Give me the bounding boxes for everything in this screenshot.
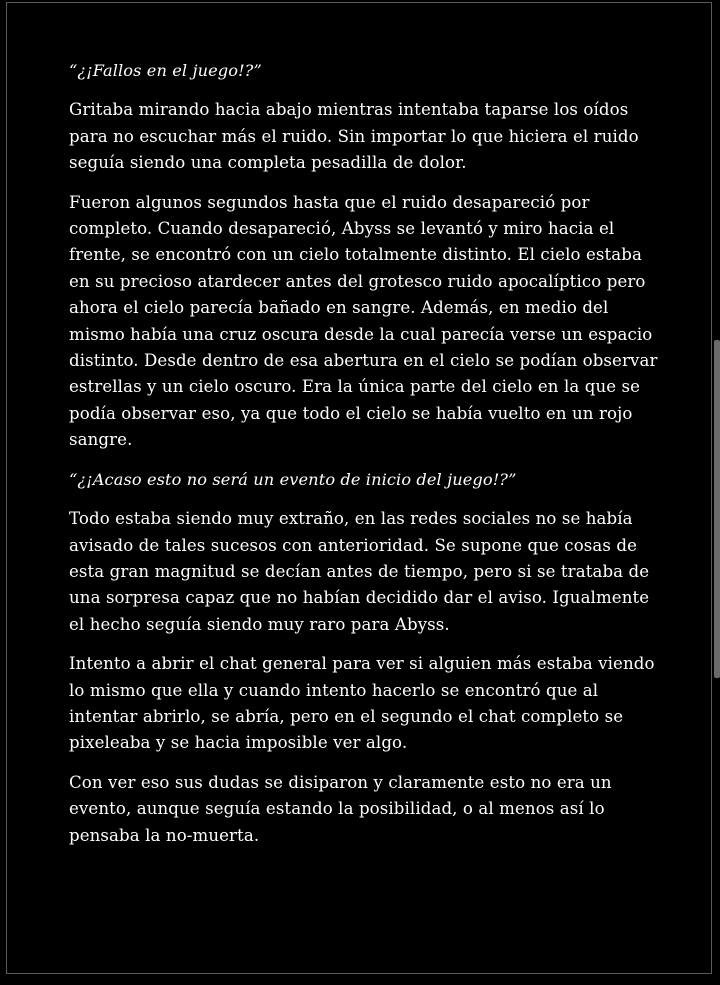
paragraph: Fueron algunos segundos hasta que el ruido desapareció por completo. Cuando desapareció, Abyss se levantó y miro hacia el frente, se encontró con un cielo totalmente distinto. El cielo estaba en su precioso atardecer antes del grotesco ruido apocalíptico pero ahora el cielo parecía bañado en sangre. Además, en medio del mismo había una cruz oscura desde la cual parecía verse un espacio distinto. Desde dentro de esa abertura en el cielo se podían observar estrellas y un cielo oscuro. Era la única parte del cielo en la que se podía observar eso, ya que todo el cielo se había vuelto en un rojo sangre. xyxy=(69,192,658,450)
paragraph: Con ver eso sus dudas se disiparon y claramente esto no era un evento, aunque seguía estando la posibilidad, o al menos así lo pensaba la no-muerta. xyxy=(69,772,612,845)
scrollbar-thumb[interactable] xyxy=(714,340,720,678)
dialogue-line: “¿¡Acaso esto no será un evento de inicio del juego!?” xyxy=(69,469,517,489)
paragraph: Gritaba mirando hacia abajo mientras intentaba taparse los oídos para no escuchar más el ruido. Sin importar lo que hiciera el ruido seguía siendo una completa pesadilla de dolor. xyxy=(69,100,639,173)
scrollbar-track[interactable] xyxy=(714,0,720,985)
paragraph: Todo estaba siendo muy extraño, en las redes sociales no se había avisado de tales sucesos con anterioridad. Se supone que cosas de esta gran magnitud se decían antes de tiempo, pero si se trataba de una sorpresa capaz que no habían decidido dar el aviso. Igualmente el hecho seguía siendo muy raro para Abyss. xyxy=(69,509,650,634)
document-body xyxy=(69,58,659,862)
paragraph: Intento a abrir el chat general para ver si alguien más estaba viendo lo mismo que ella y cuando intento hacerlo se encontró que al intentar abrirlo, se abría, pero en el segundo el chat completo se pixeleaba y se hacia imposible ver algo. xyxy=(69,654,655,753)
dialogue-line: “¿¡Fallos en el juego!?” xyxy=(69,61,262,80)
